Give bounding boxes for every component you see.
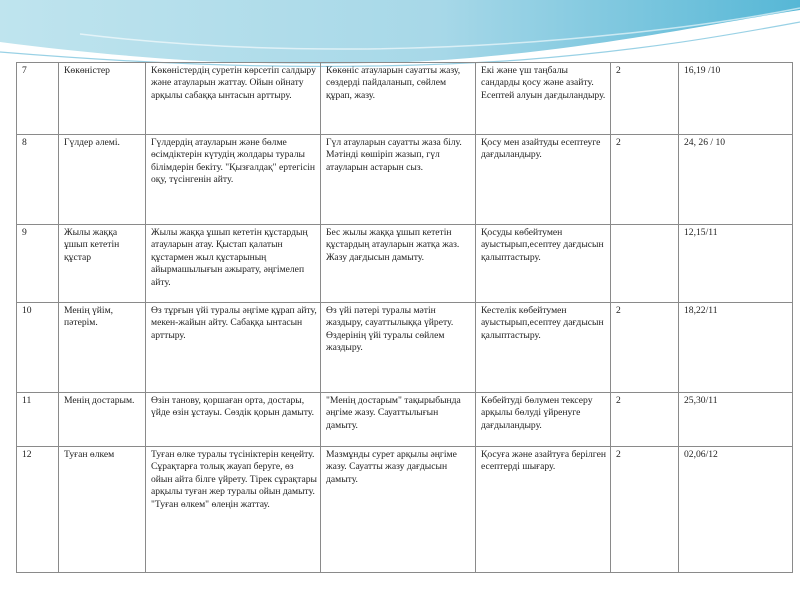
- decorative-wave-banner: [0, 0, 800, 70]
- table-row: [17, 393, 793, 447]
- cell-number: 12: [17, 447, 59, 573]
- cell-hours: 2: [611, 63, 679, 135]
- cell-hours: 2: [611, 135, 679, 225]
- table-row: [17, 225, 793, 303]
- cell-date: 16,19 /10: [679, 63, 793, 135]
- cell-math-skill: Кестелік көбейтумен ауыстырып,есептеу дағдысын қалыптастыру.: [476, 303, 611, 393]
- cell-goals: Көкөністердің суретін көрсетіп салдыру және атауларын жаттау. Ойын ойнату арқылы сабаққа ынтасын арттыру.: [146, 63, 321, 135]
- cell-hours: 2: [611, 393, 679, 447]
- table-row: [17, 447, 793, 573]
- table-row: [17, 303, 793, 393]
- cell-number: 11: [17, 393, 59, 447]
- cell-date: 02,06/12: [679, 447, 793, 573]
- cell-writing-activity: Мазмұнды сурет арқылы әңгіме жазу. Сауатты жазу дағдысын дамыту.: [321, 447, 476, 573]
- cell-topic: Жылы жаққа ұшып кететін құстар: [59, 225, 146, 303]
- cell-writing-activity: Гүл атауларын сауатты жаза білу. Мәтінді көшіріп жазып, гүл атауларын астарын сыз.: [321, 135, 476, 225]
- cell-date: 12,15/11: [679, 225, 793, 303]
- cell-number: 9: [17, 225, 59, 303]
- cell-writing-activity: Өз үйі пәтері туралы мәтін жаздыру, сауаттылыққа үйрету. Өздерінің үйі туралы сөйлем жаздыру.: [321, 303, 476, 393]
- table-row: [17, 63, 793, 135]
- cell-writing-activity: Бес жылы жаққа ұшып кететін құстардың атауларын жатқа жаз. Жазу дағдысын дамыту.: [321, 225, 476, 303]
- cell-hours: 2: [611, 303, 679, 393]
- cell-topic: Туған өлкем: [59, 447, 146, 573]
- cell-topic: Көкөністер: [59, 63, 146, 135]
- lesson-plan-table-container: [16, 62, 792, 572]
- cell-number: 7: [17, 63, 59, 135]
- cell-math-skill: Екі және үш таңбалы сандарды қосу және азайту. Есептей алуын дағдыландыру.: [476, 63, 611, 135]
- cell-math-skill: Қосуға және азайтуға берілген есептерді шығару.: [476, 447, 611, 573]
- cell-goals: Туған өлке туралы түсініктерін кеңейту. Сұрақтарға толық жауап беруге, өз ойын айта білге үйрету. Тірек сұрақтары арқылы туған жер туралы ойын дамыту. "Туған өлкем" өлеңін жаттау.: [146, 447, 321, 573]
- cell-math-skill: Көбейтуді бөлумен тексеру арқылы бөлуді үйренуге дағдыландыру.: [476, 393, 611, 447]
- cell-goals: Өзін танову, қоршаған орта, достары, үйде өзін ұстауы. Сөздік қорын дамыту.: [146, 393, 321, 447]
- cell-hours: [611, 225, 679, 303]
- cell-goals: Өз тұрғын үйі туралы әңгіме құрап айту, мекен-жайын айту. Сабаққа ынтасын арттыру.: [146, 303, 321, 393]
- cell-writing-activity: Көкөніс атауларын сауатты жазу, сөздерді пайдаланып, сөйлем құрап, жазу.: [321, 63, 476, 135]
- cell-number: 8: [17, 135, 59, 225]
- cell-goals: Жылы жаққа ұшып кететін құстардың атауларын атау. Қыстап қалатын құстармен жыл құстарының айырмашылығын ажырату, әңгімелеп айту.: [146, 225, 321, 303]
- cell-topic: Менің достарым.: [59, 393, 146, 447]
- table-row: [17, 135, 793, 225]
- cell-math-skill: Қосу мен азайтуды есептеуге дағдыландыру.: [476, 135, 611, 225]
- cell-writing-activity: "Менің достарым" тақырыбында әңгіме жазу. Сауаттылығын дамыту.: [321, 393, 476, 447]
- lesson-plan-table: [16, 62, 793, 573]
- cell-topic: Гүлдер әлемі.: [59, 135, 146, 225]
- cell-date: 25,30/11: [679, 393, 793, 447]
- cell-date: 24, 26 / 10: [679, 135, 793, 225]
- table-body: [17, 63, 793, 573]
- cell-hours: 2: [611, 447, 679, 573]
- cell-topic: Менің үйім, пәтерім.: [59, 303, 146, 393]
- cell-goals: Гүлдердің атауларын және бөлме өсімдіктерін күтудің жолдары туралы білімдерін бекіту. "Қызғалдақ" ертегісін оқу, түсінгенін айту.: [146, 135, 321, 225]
- cell-number: 10: [17, 303, 59, 393]
- cell-math-skill: Қосуды көбейтумен ауыстырып,есептеу дағдысын қалыптастыру.: [476, 225, 611, 303]
- cell-date: 18,22/11: [679, 303, 793, 393]
